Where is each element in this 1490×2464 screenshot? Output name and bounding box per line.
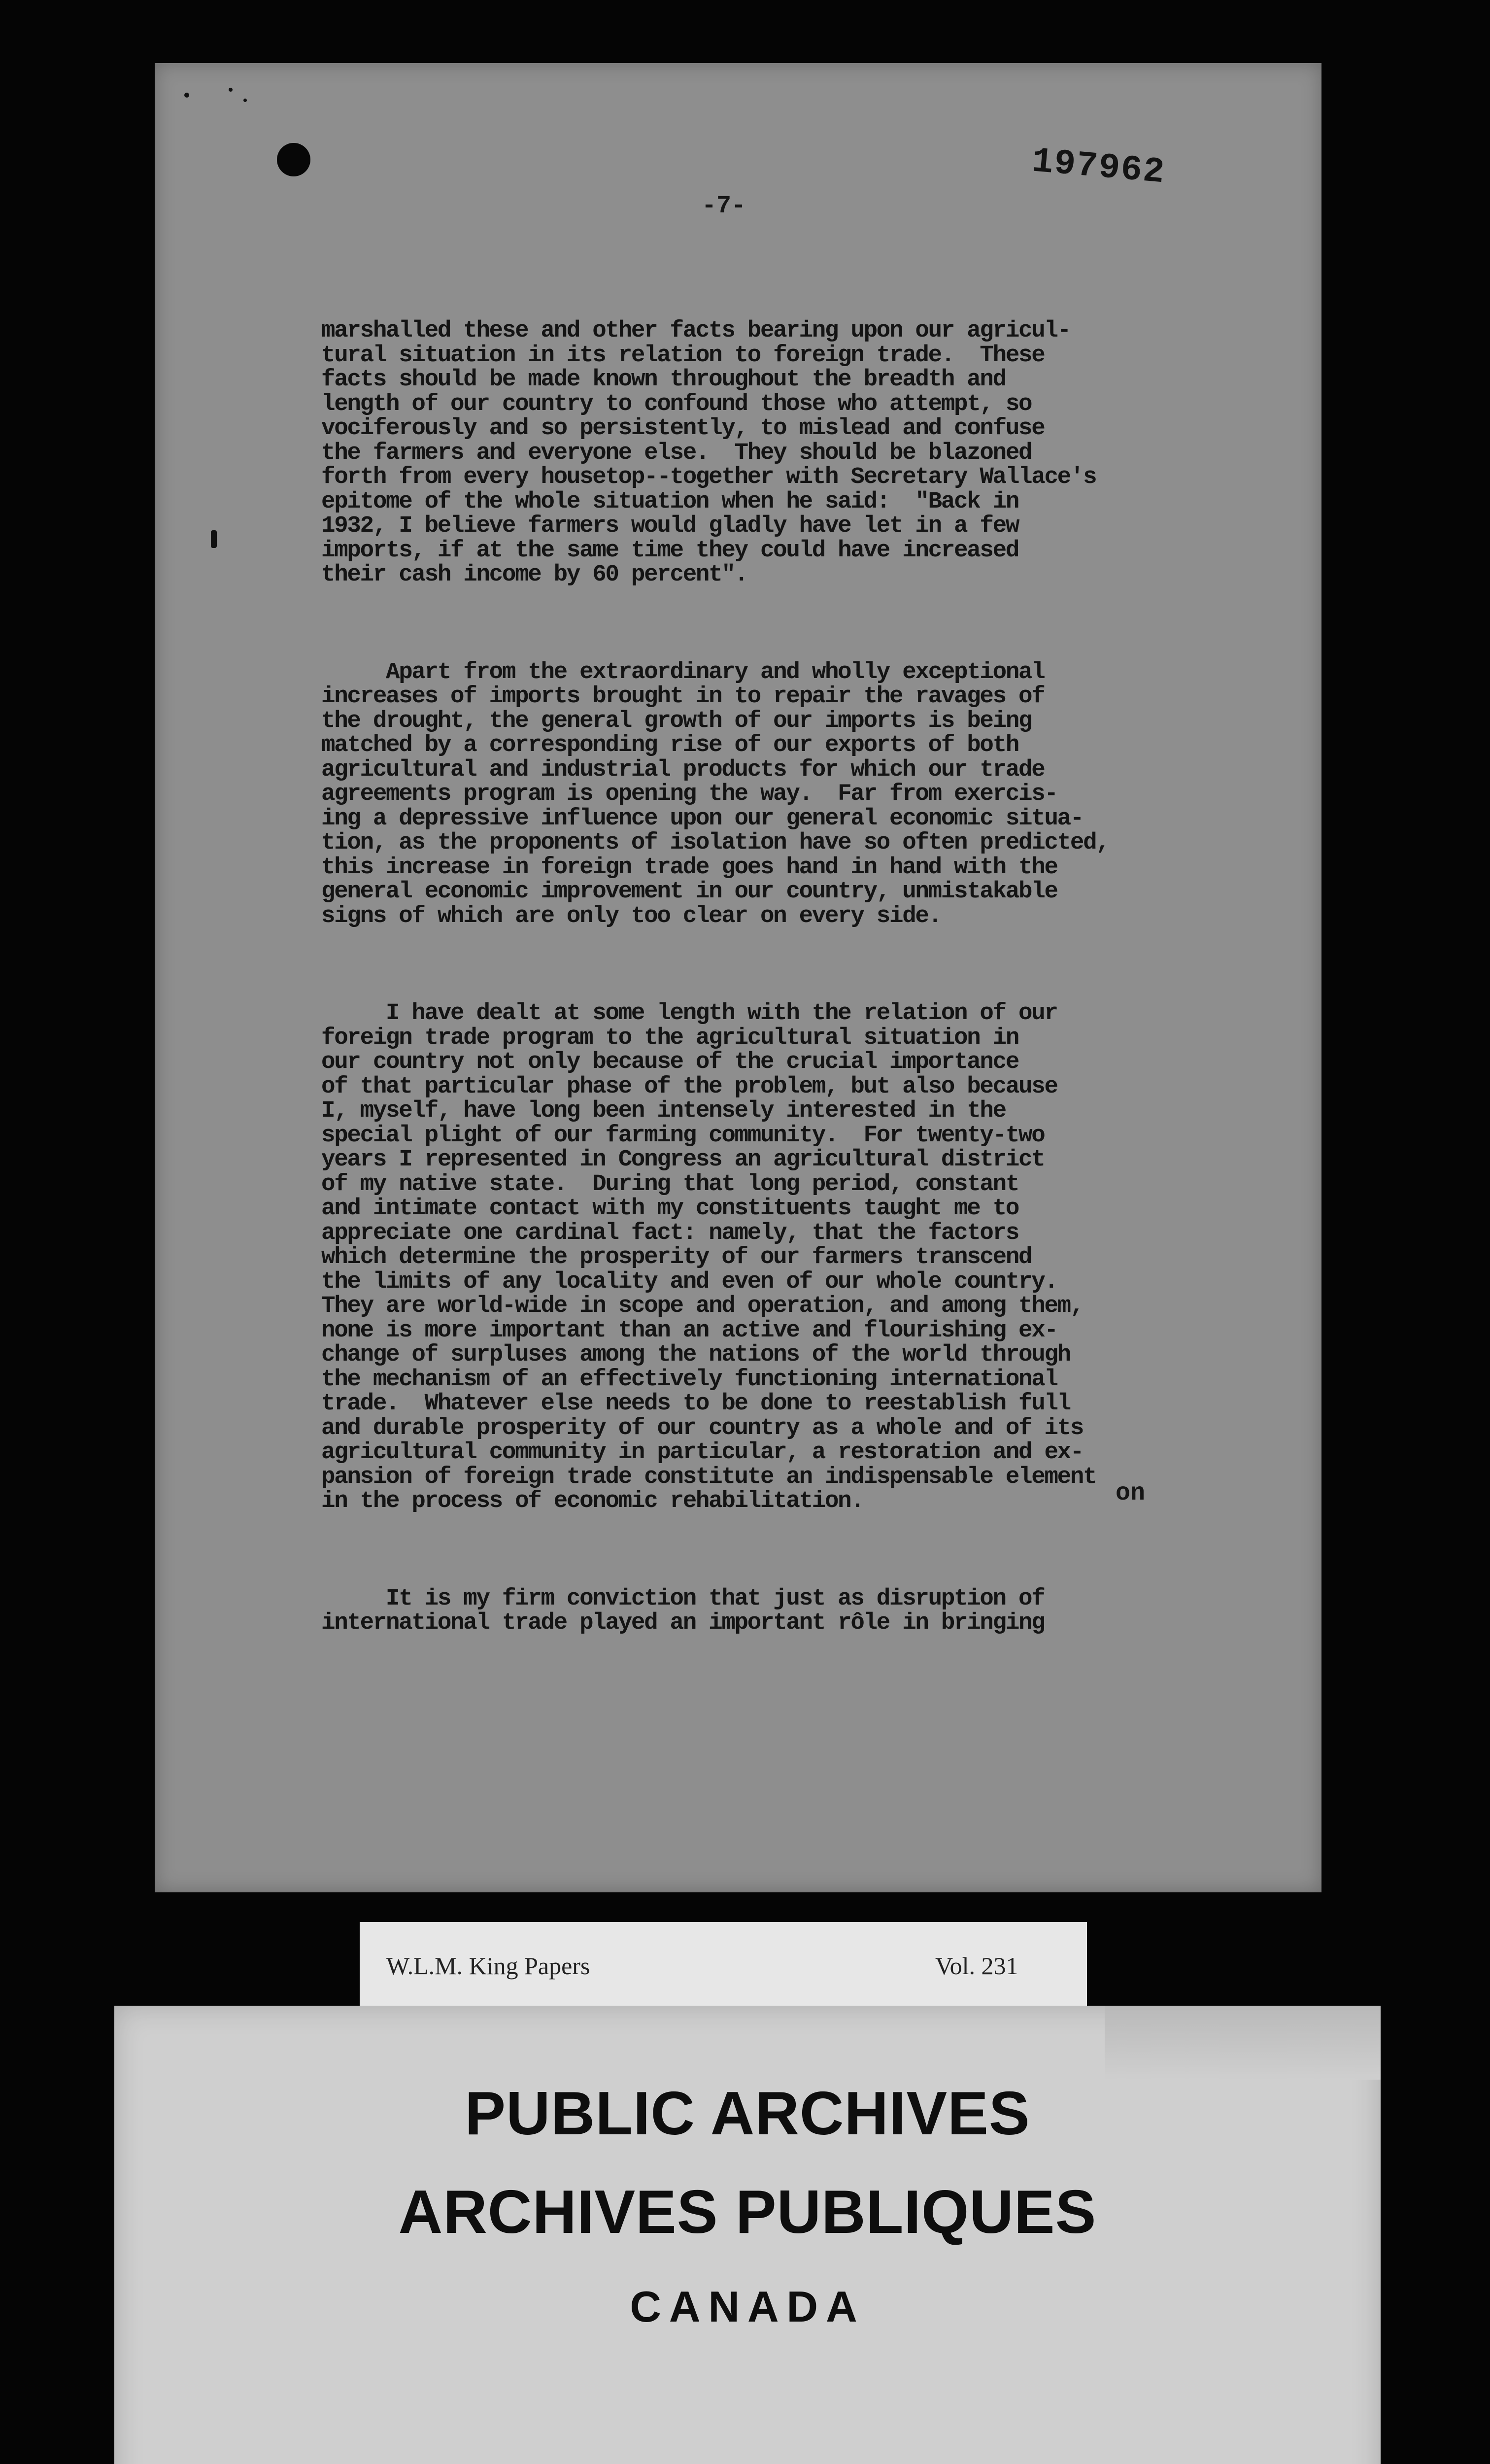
catchword: on xyxy=(1116,1479,1146,1507)
speck xyxy=(184,93,189,98)
paragraph: Apart from the extraordinary and wholly exceptional increases of imports brought in to repair the ravages of the drought, the general growth of our imports is being matched by a corresponding rise of our exports of both agricultural and industrial products for which our trade agreements program is opening the way. Far from exercis- ing a depressive influence upon our general economic situa- tion, as the proponents of isolation have so often predicted, this increase in foreign trade goes hand in hand with the general economic improvement in our country, unmistakable signs of which are only too clear on every side. xyxy=(321,658,1109,929)
archives-title-french: ARCHIVES PUBLIQUES xyxy=(398,2178,1097,2246)
card-torn-edge xyxy=(1105,2006,1381,2080)
paragraph: It is my firm conviction that just as disruption of international trade played an important rôle in bringing xyxy=(321,1585,1045,1636)
paragraph: marshalled these and other facts bearing upon our agricul- tural situation in its relation to foreign trade. These facts should be made known throughout the breadth and length of our country to confound those who attempt, so vociferously and so persistently, to mislead and confuse the farmers and everyone else. They should be blazoned forth from every housetop--together with Secretary Wallace's epitome of the whole situation when he said: "Back in 1932, I believe farmers would gladly have let in a few imports, if at the same time they could have increased their cash income by 60 percent". xyxy=(321,317,1096,588)
speck xyxy=(229,88,233,92)
archives-country: CANADA xyxy=(630,2282,865,2331)
typed-page xyxy=(155,63,1321,1892)
collection-name: W.L.M. King Papers xyxy=(386,1952,590,1980)
margin-mark xyxy=(211,530,217,548)
collection-label xyxy=(360,1922,1087,2007)
archives-card xyxy=(114,2006,1381,2464)
document-number: 197962 xyxy=(1030,141,1167,193)
speck xyxy=(243,99,247,102)
paragraph: I have dealt at some length with the relation of our foreign trade program to the agricultural situation in our country not only because of the crucial importance of that particular phase of the problem, but also because I, myself, have long been intensely interested in the special plight of our farming community. For twenty-two years I represented in Congress an agricultural district of my native state. During that long period, constant and intimate contact with my constituents taught me to appreciate one cardinal fact: namely, that the factors which determine the prosperity of our farmers transcend the limits of any locality and even of our whole country. They are world-wide in scope and operation, and among them, none is more important than an active and flourishing ex- change of surpluses among the nations of the world through the mechanism of an effectively functioning international trade. Whatever else needs to be done to reestablish full and durable prosperity of our country as a whole and of its agricultural community in particular, a restoration and ex- pansion of foreign trade constitute an indispensable element in the process of economic rehabilitation. xyxy=(321,1000,1096,1514)
archives-title-english: PUBLIC ARCHIVES xyxy=(465,2080,1030,2148)
page-number: -7- xyxy=(702,192,746,220)
volume-number: Vol. 231 xyxy=(935,1952,1018,1980)
punch-hole xyxy=(277,143,310,176)
